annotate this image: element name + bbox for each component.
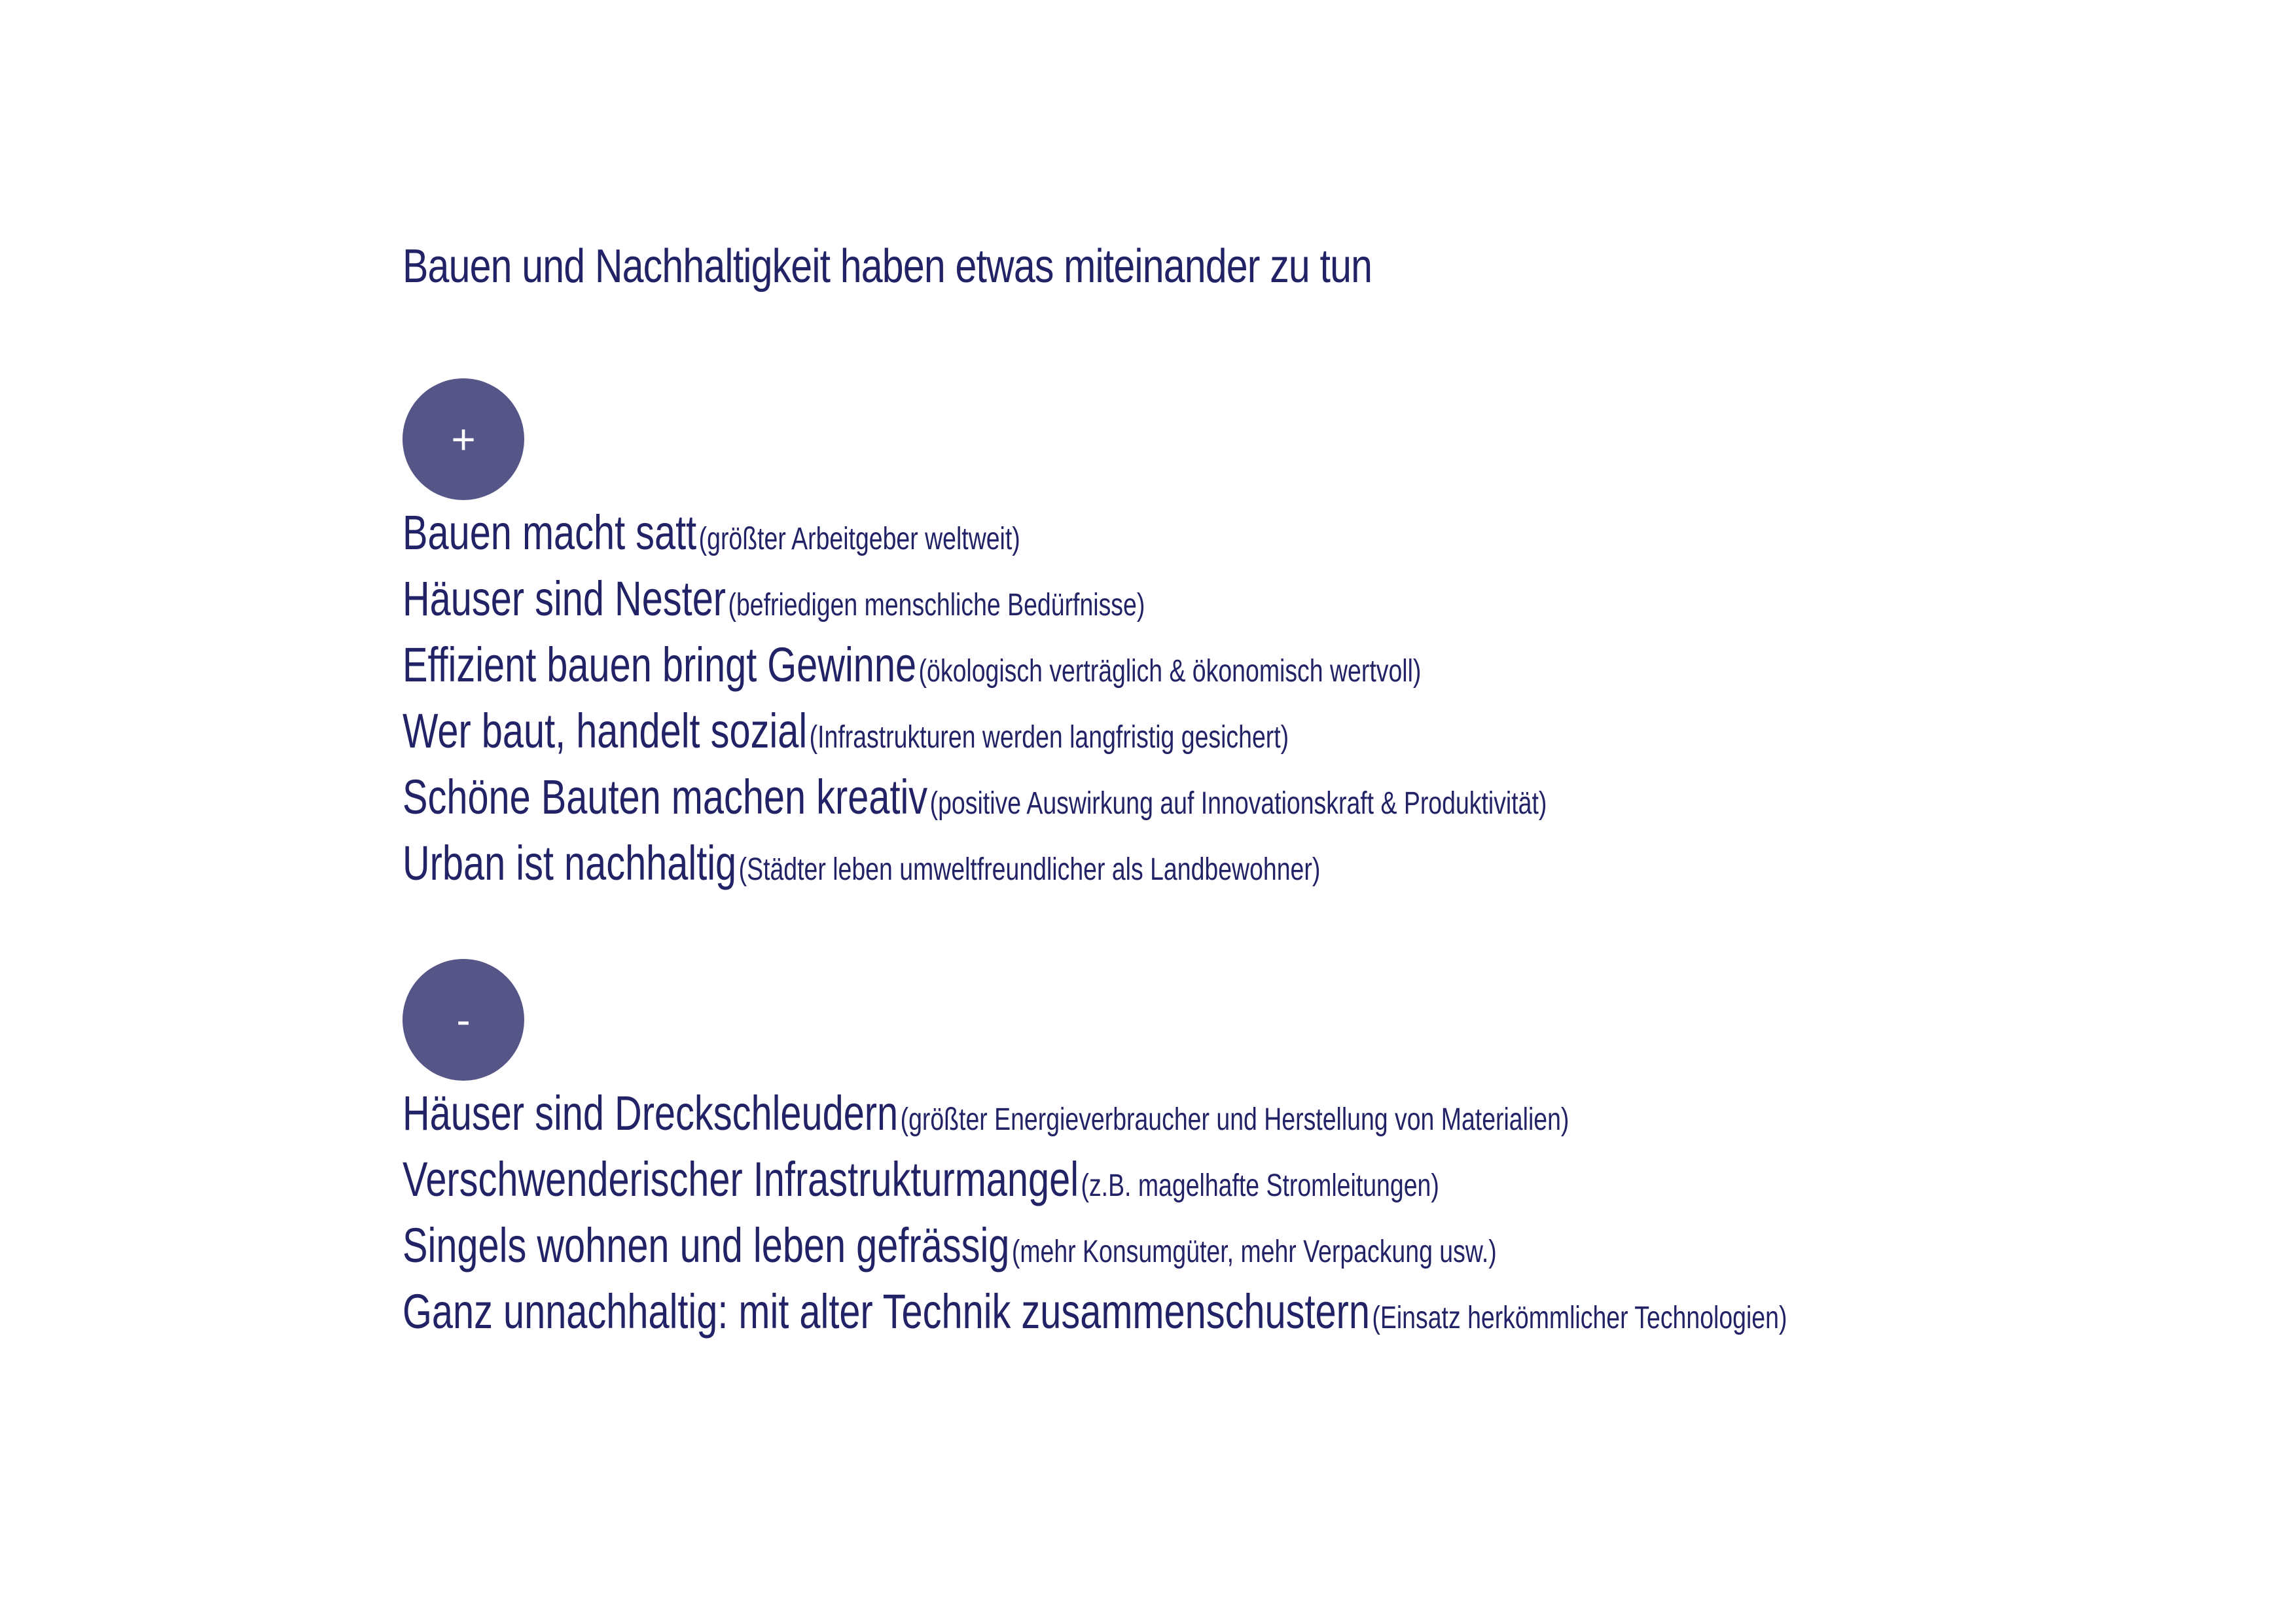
- positive-list: [403, 499, 1869, 896]
- list-item: [403, 1146, 1787, 1212]
- item-note: (mehr Konsumgüter, mehr Verpackung usw.): [1011, 1235, 1497, 1269]
- list-item: [403, 698, 1547, 764]
- list-item: [403, 499, 1547, 566]
- list-item: [403, 1278, 1787, 1344]
- item-note: (größter Energieverbraucher und Herstellung von Materialien): [900, 1102, 1570, 1137]
- item-main-text: Wer baut, handelt sozial: [403, 704, 808, 758]
- list-item: [403, 764, 1547, 830]
- item-note: (ökologisch verträglich & ökonomisch wertvoll): [918, 654, 1422, 689]
- item-note: (z.B. magelhafte Stromleitungen): [1081, 1168, 1439, 1203]
- item-main-text: Effizient bauen bringt Gewinne: [403, 638, 917, 692]
- list-item: [403, 632, 1547, 698]
- item-main-text: Schöne Bauten machen kreativ: [403, 770, 928, 824]
- minus-badge: -: [403, 959, 524, 1081]
- list-item: [403, 1080, 1787, 1146]
- list-item: [403, 566, 1547, 632]
- item-main-text: Ganz unnachhaltig: mit alter Technik zusammenschustern: [403, 1284, 1370, 1339]
- item-main-text: Singels wohnen und leben gefrässig: [403, 1218, 1010, 1272]
- item-note: (größter Arbeitgeber weltweit): [698, 522, 1020, 556]
- page-title: Bauen und Nachhaltigkeit haben etwas miteinander zu tun: [403, 240, 1372, 293]
- item-note: (Einsatz herkömmlicher Technologien): [1372, 1301, 1787, 1335]
- item-note: (Infrastrukturen werden langfristig gesichert): [809, 720, 1289, 755]
- item-main-text: Urban ist nachhaltig: [403, 836, 737, 890]
- item-main-text: Verschwenderischer Infrastrukturmangel: [403, 1152, 1079, 1206]
- item-main-text: Bauen macht satt: [403, 505, 697, 560]
- item-note: (Städter leben umweltfreundlicher als Landbewohner): [738, 852, 1321, 887]
- item-note: (positive Auswirkung auf Innovationskraft & Produktivität): [929, 786, 1547, 821]
- item-main-text: Häuser sind Dreckschleudern: [403, 1086, 899, 1140]
- item-note: (befriedigen menschliche Bedürfnisse): [728, 588, 1145, 623]
- item-main-text: Häuser sind Nester: [403, 571, 726, 626]
- list-item: [403, 1212, 1787, 1278]
- plus-badge: +: [403, 378, 524, 500]
- negative-list: [403, 1080, 2178, 1344]
- list-item: [403, 830, 1547, 896]
